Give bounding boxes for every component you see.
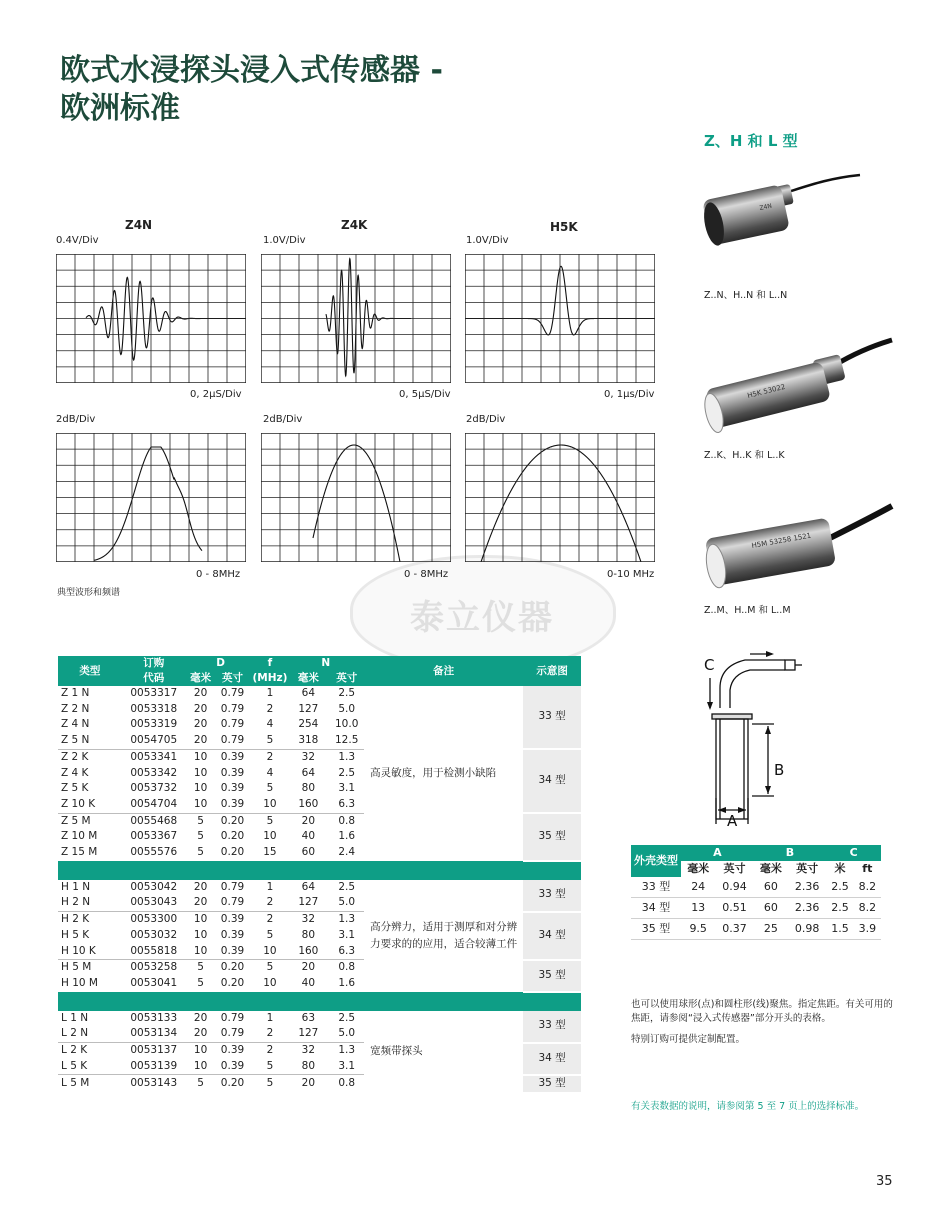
dim-cell-value: 8.2 <box>854 877 881 898</box>
group-separator-cell <box>58 992 581 1011</box>
cell-d2: 0.79 <box>213 895 253 911</box>
cell-d2: 0.39 <box>213 944 253 960</box>
cell-f: 2 <box>266 913 274 926</box>
dim-sub-a-mm: 毫米 <box>681 861 715 877</box>
cell-d2: 0.39 <box>220 1044 245 1057</box>
watermark-text: 泰立仪器 <box>410 598 554 638</box>
cell-n2: 1.6 <box>338 830 356 843</box>
cell-f: 10 <box>263 976 277 989</box>
cell-d1: 5 <box>197 1077 204 1090</box>
cell-n2: 3.1 <box>338 928 356 941</box>
cell-f: 10 <box>252 944 287 960</box>
cell-shape: 33 型 <box>523 686 581 749</box>
cell-type: H 5 M <box>61 961 92 974</box>
dim-label-c: C <box>704 656 715 674</box>
cell-note: 高灵敏度，用于检测小缺陷 <box>370 766 497 779</box>
cell-f: 10 <box>263 830 277 843</box>
cell-n1: 20 <box>301 814 316 827</box>
cell-type: H 1 N <box>61 880 91 893</box>
cell-d1: 5 <box>197 961 204 974</box>
cell-n2: 2.5 <box>338 766 356 779</box>
cell-type: H 10 K <box>58 944 119 960</box>
cell-d2: 0.20 <box>220 846 245 859</box>
dim-cell-value: 0.37 <box>715 919 753 940</box>
cell-n1: 160 <box>287 797 329 813</box>
col-header-n-inch: 英寸 <box>329 671 364 686</box>
dim-sub-c-m: 米 <box>826 861 853 877</box>
probe-marking-n: Z4N <box>758 202 773 212</box>
wave-scale-h5k: 1.0V/Div <box>466 235 509 246</box>
cell-n1: 80 <box>301 928 316 941</box>
cell-n2: 12.5 <box>329 733 364 749</box>
dim-row <box>631 877 881 898</box>
cell-n1: 20 <box>301 961 316 974</box>
cell-f: 5 <box>266 1077 274 1090</box>
cell-d2: 0.20 <box>220 830 245 843</box>
cell-n1: 64 <box>301 880 316 893</box>
dim-cell-type: 35 型 <box>631 919 681 940</box>
cell-d1: 10 <box>193 782 208 795</box>
cell-code: 0053342 <box>130 766 178 779</box>
cell-n1: 64 <box>301 766 316 779</box>
cell-n1: 60 <box>301 846 316 859</box>
cell-type: Z 15 M <box>61 846 98 859</box>
cell-f: 4 <box>266 766 274 779</box>
cell-d2: 0.79 <box>220 880 245 893</box>
chart-title-z4k: Z4K <box>341 218 368 232</box>
dim-sub-b-mm: 毫米 <box>754 861 788 877</box>
cell-d1: 20 <box>193 880 208 893</box>
cell-type: Z 4 K <box>61 766 89 779</box>
cell-d2: 0.39 <box>220 750 245 763</box>
cell-d2: 0.39 <box>213 797 253 813</box>
dim-col-c: C <box>826 845 881 861</box>
cell-d1: 20 <box>193 1011 208 1024</box>
cell-code: 0053043 <box>119 895 189 911</box>
cell-note: 高分辨力，适用于测厚和对分辨力要求的的应用，适合较薄工件 <box>370 920 518 950</box>
cell-n2: 5.0 <box>329 1026 364 1042</box>
cell-f: 5 <box>266 782 274 795</box>
cell-shape: 35 型 <box>523 960 581 992</box>
cell-d2: 0.39 <box>213 1059 253 1075</box>
cell-d2: 0.39 <box>220 913 245 926</box>
cell-n2: 2.4 <box>338 846 356 859</box>
cell-d1: 5 <box>197 814 204 827</box>
cell-n2: 0.8 <box>338 961 356 974</box>
cell-n1: 160 <box>287 944 329 960</box>
col-header-d-mm: 毫米 <box>190 672 212 684</box>
cell-code: 0053032 <box>130 928 178 941</box>
cell-type: Z 1 N <box>61 687 90 699</box>
probe-photo-n <box>700 170 900 250</box>
dim-label-b: B <box>774 761 785 779</box>
table-row <box>58 686 581 702</box>
cell-code: 0055576 <box>130 846 178 859</box>
probe-photo-m <box>700 498 900 593</box>
dim-cell-value: 0.51 <box>715 898 753 919</box>
cell-f: 2 <box>252 1026 287 1042</box>
cell-d2: 0.79 <box>220 718 245 731</box>
spec-scale-z4n: 2dB/Div <box>56 414 96 425</box>
cell-note: 宽频带探头 <box>370 1045 423 1058</box>
cell-d2: 0.39 <box>220 928 245 941</box>
cell-n2: 10.0 <box>335 718 359 731</box>
cell-d2: 0.79 <box>213 733 253 749</box>
cell-code: 0053317 <box>130 687 178 699</box>
cell-n2: 2.5 <box>338 687 356 699</box>
cell-f: 2 <box>252 895 287 911</box>
spec-xlabel-z4k: 0 - 8MHz <box>404 569 449 580</box>
col-header-shape: 示意图 <box>523 656 581 686</box>
spectrum-chart-z4k <box>261 433 451 562</box>
cell-d1: 20 <box>193 718 208 731</box>
cell-code: 0053318 <box>130 702 178 715</box>
dim-sub-a-inch: 英寸 <box>715 861 753 877</box>
spec-scale-h5k: 2dB/Div <box>466 414 506 425</box>
waveform-trace <box>326 259 411 376</box>
spec-xlabel-z4n: 0 - 8MHz <box>196 569 241 580</box>
cell-shape: 33 型 <box>523 1011 581 1043</box>
cell-n1: 80 <box>287 1059 329 1075</box>
cell-d2: 0.20 <box>220 976 245 989</box>
dim-cell-value: 0.98 <box>788 919 826 940</box>
cell-f: 1 <box>266 1011 274 1024</box>
cell-n2: 2.5 <box>338 1011 356 1024</box>
dimension-diagram <box>690 648 840 828</box>
cell-f: 2 <box>266 750 274 763</box>
cell-n1: 32 <box>301 750 316 763</box>
col-header-note: 备注 <box>364 656 523 686</box>
cell-shape: 35 型 <box>523 1075 581 1093</box>
cell-d2: 0.20 <box>220 961 245 974</box>
cell-n2: 1.3 <box>338 1044 356 1057</box>
cell-type: Z 10 K <box>58 797 119 813</box>
cell-n1: 64 <box>301 687 316 699</box>
cell-f: 5 <box>266 928 274 941</box>
cell-d1: 20 <box>189 733 213 749</box>
dim-cell-value: 60 <box>754 877 788 898</box>
dim-sub-b-inch: 英寸 <box>788 861 826 877</box>
cell-d1: 5 <box>197 830 204 843</box>
cell-code: 0053300 <box>130 913 178 926</box>
cell-d2: 0.79 <box>220 702 245 715</box>
cell-type: Z 2 N <box>61 702 90 715</box>
cell-type: L 5 K <box>58 1059 119 1075</box>
dim-cell-type: 34 型 <box>631 898 681 919</box>
dim-cell-value: 1.5 <box>826 919 853 940</box>
cell-d1: 10 <box>193 913 208 926</box>
cell-f: 10 <box>252 797 287 813</box>
cell-f: 1 <box>266 687 274 699</box>
cell-type: Z 5 M <box>61 814 91 827</box>
dim-cell-value: 13 <box>681 898 715 919</box>
cell-code: 0053139 <box>119 1059 189 1075</box>
wave-xlabel-z4k: 0, 5μS/Div <box>399 389 451 400</box>
col-header-code-text: 订购 代码 <box>143 657 165 684</box>
product-label-m: Z..M、H..M 和 L..M <box>704 605 791 616</box>
cell-d2: 0.20 <box>220 1077 245 1090</box>
spectrum-chart-z4n <box>56 433 246 562</box>
cell-shape: 35 型 <box>523 813 581 861</box>
note-custom: 特别订购可提供定制配置。 <box>631 1034 746 1045</box>
dim-cell-value: 2.5 <box>826 898 853 919</box>
spectrum-trace <box>94 447 202 560</box>
spec-scale-z4k: 2dB/Div <box>263 414 303 425</box>
cell-n1: 127 <box>298 702 319 715</box>
cell-f: 4 <box>266 718 274 731</box>
cell-d1: 10 <box>193 750 208 763</box>
cell-d1: 10 <box>193 1044 208 1057</box>
cell-code: 0053258 <box>130 961 178 974</box>
cell-f: 5 <box>266 814 274 827</box>
probe-photo-k <box>700 335 900 445</box>
wave-xlabel-h5k: 0, 1μs/Div <box>604 389 655 400</box>
dim-col-a: A <box>681 845 754 861</box>
cell-d1: 20 <box>189 895 213 911</box>
table-row <box>58 1011 581 1027</box>
cell-type: Z 5 K <box>61 782 89 795</box>
cell-shape: 33 型 <box>523 880 581 912</box>
cell-n2: 2.5 <box>338 880 356 893</box>
cell-type: Z 4 N <box>61 718 90 731</box>
probe-marking-m: H5M 53258 1521 <box>750 531 812 550</box>
cell-n2: 1.3 <box>338 750 356 763</box>
cell-d2: 0.39 <box>220 766 245 779</box>
cell-d2: 0.79 <box>220 1011 245 1024</box>
group-separator <box>58 992 581 1011</box>
col-header-n-mm: 毫米 <box>287 671 329 686</box>
cell-shape: 34 型 <box>523 912 581 960</box>
cell-d1: 10 <box>189 797 213 813</box>
dim-cell-value: 25 <box>754 919 788 940</box>
spectrum-trace <box>313 445 405 562</box>
cell-n2: 6.3 <box>329 944 364 960</box>
cell-type: L 1 N <box>61 1011 89 1024</box>
cell-d1: 5 <box>197 976 204 989</box>
dim-sub-c-ft: ft <box>854 861 881 877</box>
cell-n1: 80 <box>301 782 316 795</box>
spec-xlabel-h5k: 0-10 MHz <box>607 569 655 580</box>
cell-d2: 0.20 <box>220 814 245 827</box>
page-number: 35 <box>876 1174 893 1189</box>
cell-type: Z 5 N <box>58 733 119 749</box>
cell-type: L 5 M <box>61 1077 90 1090</box>
cell-d2: 0.79 <box>220 687 245 699</box>
cell-code: 0053137 <box>130 1044 178 1057</box>
note-focus: 也可以使用球形(点)和圆柱形(线)聚焦。指定焦距。有关可用的焦距，请参阅“浸入式传感器”部分开头的表格。 <box>631 999 893 1024</box>
cell-f: 5 <box>252 733 287 749</box>
page-title-line2: 欧洲标准 <box>60 91 180 126</box>
waveform-chart-z4k <box>261 254 451 383</box>
cell-type: H 2 K <box>61 913 90 926</box>
dim-cell-value: 8.2 <box>854 898 881 919</box>
charts-caption: 典型波形和频谱 <box>57 588 121 598</box>
cell-n1: 127 <box>287 1026 329 1042</box>
cell-code: 0054705 <box>119 733 189 749</box>
cell-n1: 32 <box>301 1044 316 1057</box>
wave-scale-z4n: 0.4V/Div <box>56 235 99 246</box>
cell-d1: 20 <box>193 702 208 715</box>
cell-code: 0053732 <box>130 782 178 795</box>
dim-label-a: A <box>727 812 738 828</box>
cell-n1: 32 <box>301 913 316 926</box>
cell-d1: 10 <box>189 944 213 960</box>
cell-code: 0053041 <box>130 976 178 989</box>
cell-n2: 5.0 <box>329 895 364 911</box>
cell-d1: 10 <box>189 1059 213 1075</box>
dim-cell-value: 3.9 <box>854 919 881 940</box>
cell-type: H 5 K <box>61 928 90 941</box>
cell-d2: 0.79 <box>213 1026 253 1042</box>
cell-code: 0053341 <box>130 750 178 763</box>
cell-type: H 10 M <box>61 976 98 989</box>
dim-cell-value: 24 <box>681 877 715 898</box>
cell-type: Z 10 M <box>61 830 98 843</box>
wave-scale-z4k: 1.0V/Div <box>263 235 306 246</box>
col-header-d: D <box>189 656 253 671</box>
dim-row <box>631 919 881 940</box>
page-title <box>60 52 443 128</box>
cell-n2: 0.8 <box>338 814 356 827</box>
cell-n1: 40 <box>301 830 316 843</box>
cell-n2: 3.1 <box>329 1059 364 1075</box>
col-header-type: 类型 <box>58 656 119 686</box>
cell-f: 5 <box>252 1059 287 1075</box>
cell-n1: 318 <box>287 733 329 749</box>
cell-d1: 5 <box>197 846 204 859</box>
group-separator-cell <box>58 861 581 880</box>
cell-type: L 2 K <box>61 1044 88 1057</box>
cell-f: 1 <box>266 880 274 893</box>
note-reference: 有关表数据的说明，请参阅第 5 至 7 页上的选择标准。 <box>631 1101 865 1112</box>
cell-code: 0055468 <box>130 814 178 827</box>
cell-shape: 34 型 <box>523 1043 581 1075</box>
cell-n2: 6.3 <box>329 797 364 813</box>
product-label-n: Z..N、H..N 和 L..N <box>704 290 788 301</box>
group-separator <box>58 861 581 880</box>
cell-d1: 10 <box>193 928 208 941</box>
col-header-f: f <box>252 656 287 671</box>
col-header-d-inch: 英寸 <box>213 671 253 686</box>
cell-n2: 1.6 <box>338 976 356 989</box>
cell-n1: 40 <box>301 976 316 989</box>
cell-code: 0053042 <box>130 880 178 893</box>
cell-f: 2 <box>266 702 274 715</box>
cell-code: 0053367 <box>130 830 178 843</box>
cell-d2: 0.39 <box>220 782 245 795</box>
dim-cell-value: 60 <box>754 898 788 919</box>
product-label-k: Z..K、H..K 和 L..K <box>704 450 785 461</box>
cell-code: 0053134 <box>119 1026 189 1042</box>
page-title-line1: 欧式水浸探头浸入式传感器 - <box>60 53 443 88</box>
cell-code: 0055818 <box>119 944 189 960</box>
cell-d1: 20 <box>189 1026 213 1042</box>
cell-f: 15 <box>263 846 277 859</box>
cell-code: 0054704 <box>119 797 189 813</box>
cell-type: Z 2 K <box>61 750 89 763</box>
cell-type: L 2 N <box>58 1026 119 1042</box>
waveform-chart-h5k <box>465 254 655 383</box>
cell-n2: 3.1 <box>338 782 356 795</box>
wave-xlabel-z4n: 0, 2μS/Div <box>190 389 242 400</box>
dim-col-b: B <box>754 845 827 861</box>
cell-f: 5 <box>266 961 274 974</box>
cell-n1: 127 <box>287 895 329 911</box>
cell-n2: 5.0 <box>338 702 356 715</box>
dim-cell-value: 2.36 <box>788 898 826 919</box>
cell-d1: 10 <box>193 766 208 779</box>
dim-cell-value: 2.5 <box>826 877 853 898</box>
dim-cell-value: 0.94 <box>715 877 753 898</box>
col-header-code <box>119 656 189 686</box>
probe-marking-k: H5K 53022 <box>746 382 787 400</box>
dim-col-head: 外壳类型 <box>631 845 681 877</box>
table-row <box>58 880 581 896</box>
col-header-n: N <box>287 656 364 671</box>
cell-n2: 1.3 <box>338 913 356 926</box>
cell-type: H 2 N <box>58 895 119 911</box>
cell-d1: 20 <box>193 687 208 699</box>
chart-title-h5k: H5K <box>550 220 578 234</box>
cell-n1: 63 <box>301 1011 316 1024</box>
dim-row <box>631 898 881 919</box>
cell-n1: 254 <box>298 718 319 731</box>
housing-dimension-table <box>631 845 881 940</box>
spectrum-chart-h5k <box>465 433 655 562</box>
cell-n1: 20 <box>301 1077 316 1090</box>
waveform-chart-z4n <box>56 254 246 383</box>
section-subtitle: Z、H 和 L 型 <box>704 132 798 150</box>
dim-cell-value: 2.36 <box>788 877 826 898</box>
chart-title-z4n: Z4N <box>125 218 153 232</box>
cell-shape: 34 型 <box>523 749 581 813</box>
dim-cell-type: 33 型 <box>631 877 681 898</box>
cell-code: 0053143 <box>130 1077 178 1090</box>
cell-code: 0053133 <box>130 1011 178 1024</box>
cell-code: 0053319 <box>130 718 178 731</box>
col-header-f-mhz: (MHz) <box>252 672 288 684</box>
product-table <box>58 656 581 1094</box>
dim-cell-value: 9.5 <box>681 919 715 940</box>
cell-n2: 0.8 <box>338 1077 356 1090</box>
cell-f: 2 <box>266 1044 274 1057</box>
